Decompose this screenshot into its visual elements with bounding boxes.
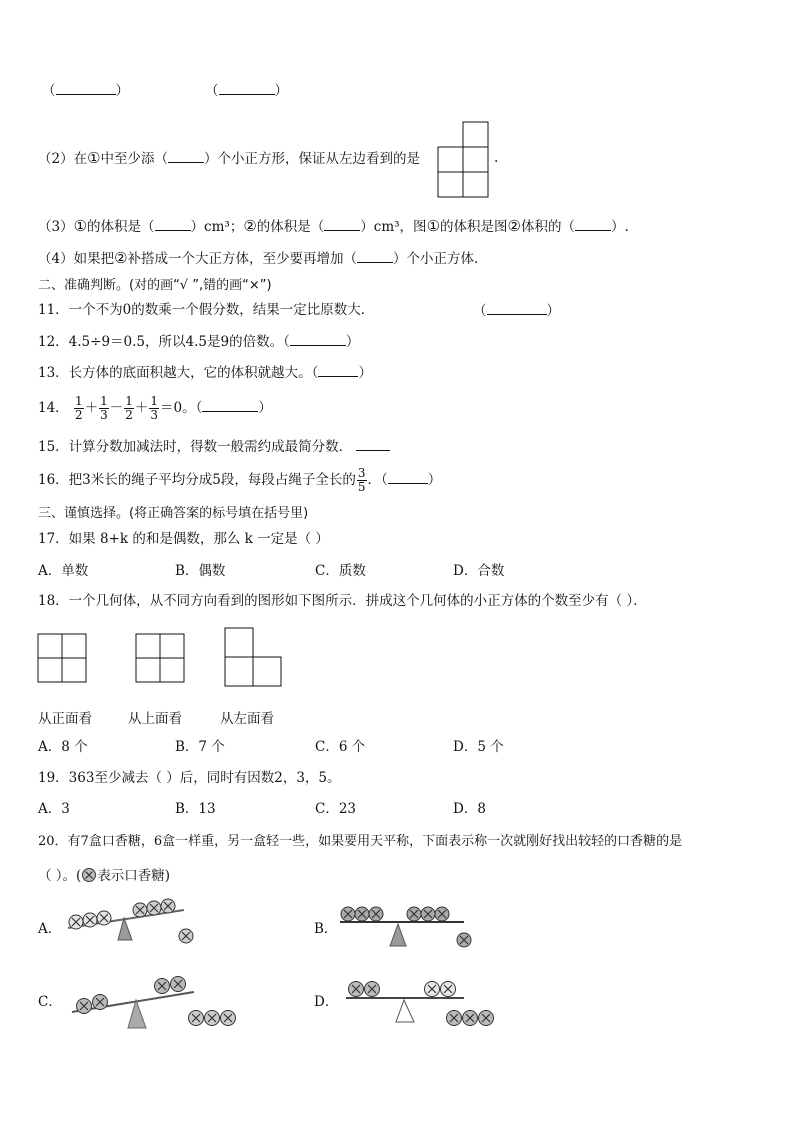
front-view-figure	[38, 634, 88, 684]
text: 16．把3米长的绳子平均分成5段，每段占绳子全长的	[38, 472, 356, 488]
period: .	[494, 150, 499, 166]
denominator: 5	[357, 480, 366, 494]
text: 13．长方体的底面积越大，它的体积就越大。（	[38, 365, 319, 381]
denominator: 3	[100, 408, 108, 422]
answer-blank[interactable]	[202, 398, 258, 412]
fraction	[124, 395, 134, 422]
answer-blank[interactable]	[575, 217, 611, 231]
denominator: 2	[74, 408, 83, 422]
front-view-caption: 从正面看	[38, 711, 92, 727]
operator: ＋	[134, 400, 149, 416]
q17-option-d[interactable]: D．合数	[453, 563, 505, 579]
blank-line[interactable]	[219, 81, 275, 95]
q20-line2	[38, 867, 170, 885]
q18: 18．一个几何体，从不同方向看到的图形如下图所示．拼成这个几何体的小正方体的个数至少有（ ）．	[38, 593, 647, 609]
answer-blank[interactable]	[324, 217, 360, 231]
section3-heading: 三、谨慎选择。(将正确答案的标号填在括号里)	[38, 506, 309, 521]
text: （3）	[38, 219, 74, 235]
q15	[38, 437, 390, 456]
close-paren: ）	[358, 365, 372, 381]
numerator: 3	[357, 466, 366, 480]
text: ＝0。（	[160, 400, 203, 416]
q17: 17．如果 8+k 的和是偶数，那么 k 一定是（ ）	[38, 531, 329, 547]
q19: 19．363至少减去（ ）后，同时有因数2，3，5。	[38, 770, 341, 786]
text: 12．4.5÷9＝0.5，所以4.5是9的倍数。（	[38, 334, 290, 350]
q14	[38, 391, 272, 425]
text: （4）如果把	[38, 251, 115, 267]
text: 补搭成一个大正方体，至少要再增加（	[127, 251, 358, 267]
text: ）个小正方体.	[393, 251, 479, 267]
q18-option-c[interactable]: C．6 个	[315, 739, 366, 755]
close-paren: ）	[345, 334, 360, 350]
balance-scale-c	[70, 972, 250, 1034]
open-paren: （	[473, 303, 487, 319]
operator: －	[109, 400, 124, 416]
q20-option-c[interactable]: C．	[38, 994, 62, 1010]
q11: 11．一个不为0的数乘一个假分数，结果一定比原数大．	[38, 302, 375, 318]
close-paren: ）	[546, 303, 560, 319]
open-paren: （	[42, 83, 56, 99]
balance-scale-a	[66, 896, 206, 951]
numerator: 1	[150, 394, 159, 408]
text: ）cm³；	[190, 219, 244, 235]
q17-option-b[interactable]: B．偶数	[175, 563, 226, 579]
answer-blank[interactable]	[318, 363, 358, 377]
answer-blank[interactable]	[357, 249, 393, 263]
q18-option-d[interactable]: D．5 个	[453, 739, 504, 755]
q19-option-a[interactable]: A．3	[38, 801, 70, 817]
q20-option-b[interactable]: B．	[314, 921, 338, 937]
q18-option-a[interactable]: A．8 个	[38, 739, 88, 755]
text: 表示口香糖)	[97, 868, 171, 884]
close-paren: ）	[258, 400, 272, 416]
top-answer-blank-2[interactable]	[205, 81, 288, 100]
text: （2）在	[38, 151, 88, 167]
denominator: 2	[125, 408, 133, 422]
gum-icon	[81, 867, 97, 883]
operator: ＋	[84, 400, 99, 416]
q10-part2	[38, 149, 420, 168]
q19-option-c[interactable]: C．23	[315, 801, 357, 817]
answer-blank[interactable]	[487, 301, 547, 315]
answer-blank[interactable]	[290, 332, 346, 346]
numerator: 1	[100, 394, 108, 408]
circled-1: ①	[426, 217, 441, 235]
text: 的体积是图	[440, 219, 508, 235]
q20-option-d[interactable]: D．	[314, 994, 339, 1010]
q12	[38, 332, 359, 351]
section2-heading: 二、准确判断。(对的画“√ ”,错的画“×”)	[38, 278, 272, 293]
numerator: 1	[74, 394, 83, 408]
text: ．（	[367, 472, 388, 488]
text: （ ）。(	[38, 868, 82, 884]
fraction	[149, 395, 159, 422]
answer-blank[interactable]	[388, 470, 428, 484]
q18-option-b[interactable]: B．7 个	[175, 739, 225, 755]
close-paren: ）	[427, 472, 442, 488]
left-view-figure	[438, 122, 490, 199]
q16	[38, 463, 441, 497]
answer-blank[interactable]	[168, 149, 204, 163]
circled-2: ②	[507, 217, 521, 235]
q20: 20．有7盒口香糖，6盒一样重，另一盒轻一些，如果要用天平称，下面表示称一次就刚好找出较轻的口香糖的是	[38, 834, 683, 849]
text: ）cm³，图	[360, 219, 427, 235]
text: 的体积是（	[256, 219, 325, 235]
q17-option-c[interactable]: C．质数	[315, 563, 366, 579]
circled-1: ①	[73, 217, 88, 235]
text: ）.	[610, 219, 629, 235]
circled-1: ①	[87, 149, 101, 167]
q10-part3	[38, 217, 629, 236]
balance-scale-d	[346, 976, 506, 1032]
left-view-figure	[225, 628, 285, 688]
close-paren: ）	[274, 83, 288, 99]
blank-line[interactable]	[56, 81, 116, 95]
fraction	[357, 467, 367, 494]
denominator: 3	[150, 408, 159, 422]
left-view-caption: 从左面看	[220, 711, 274, 727]
text: 中至少添（	[100, 151, 169, 167]
numerator: 1	[125, 394, 133, 408]
answer-blank[interactable]	[155, 217, 191, 231]
circled-2: ②	[114, 249, 128, 267]
text: 体积的（	[520, 219, 575, 235]
text: 14．	[38, 400, 69, 416]
answer-blank[interactable]	[356, 437, 390, 451]
top-view-figure	[136, 634, 186, 684]
top-answer-blank-1[interactable]	[42, 81, 129, 100]
q17-option-a[interactable]: A．单数	[38, 563, 89, 579]
text: 15．计算分数加减法时，得数一般需约成最简分数．	[38, 439, 353, 455]
fraction	[99, 395, 109, 422]
text: ）个小正方形，保证从左边看到的是	[204, 151, 421, 167]
q13	[38, 363, 372, 382]
q11-answer[interactable]	[473, 301, 560, 320]
text: 的体积是（	[87, 219, 155, 235]
top-view-caption: 从上面看	[128, 711, 182, 727]
balance-scale-b	[340, 900, 480, 950]
q10-part4	[38, 249, 478, 268]
circled-2: ②	[243, 217, 257, 235]
q19-option-d[interactable]: D．8	[453, 801, 486, 817]
close-paren: ）	[115, 83, 129, 99]
open-paren: （	[205, 83, 219, 99]
fraction	[74, 395, 84, 422]
q19-option-b[interactable]: B．13	[175, 801, 216, 817]
q20-option-a[interactable]: A．	[38, 921, 62, 937]
